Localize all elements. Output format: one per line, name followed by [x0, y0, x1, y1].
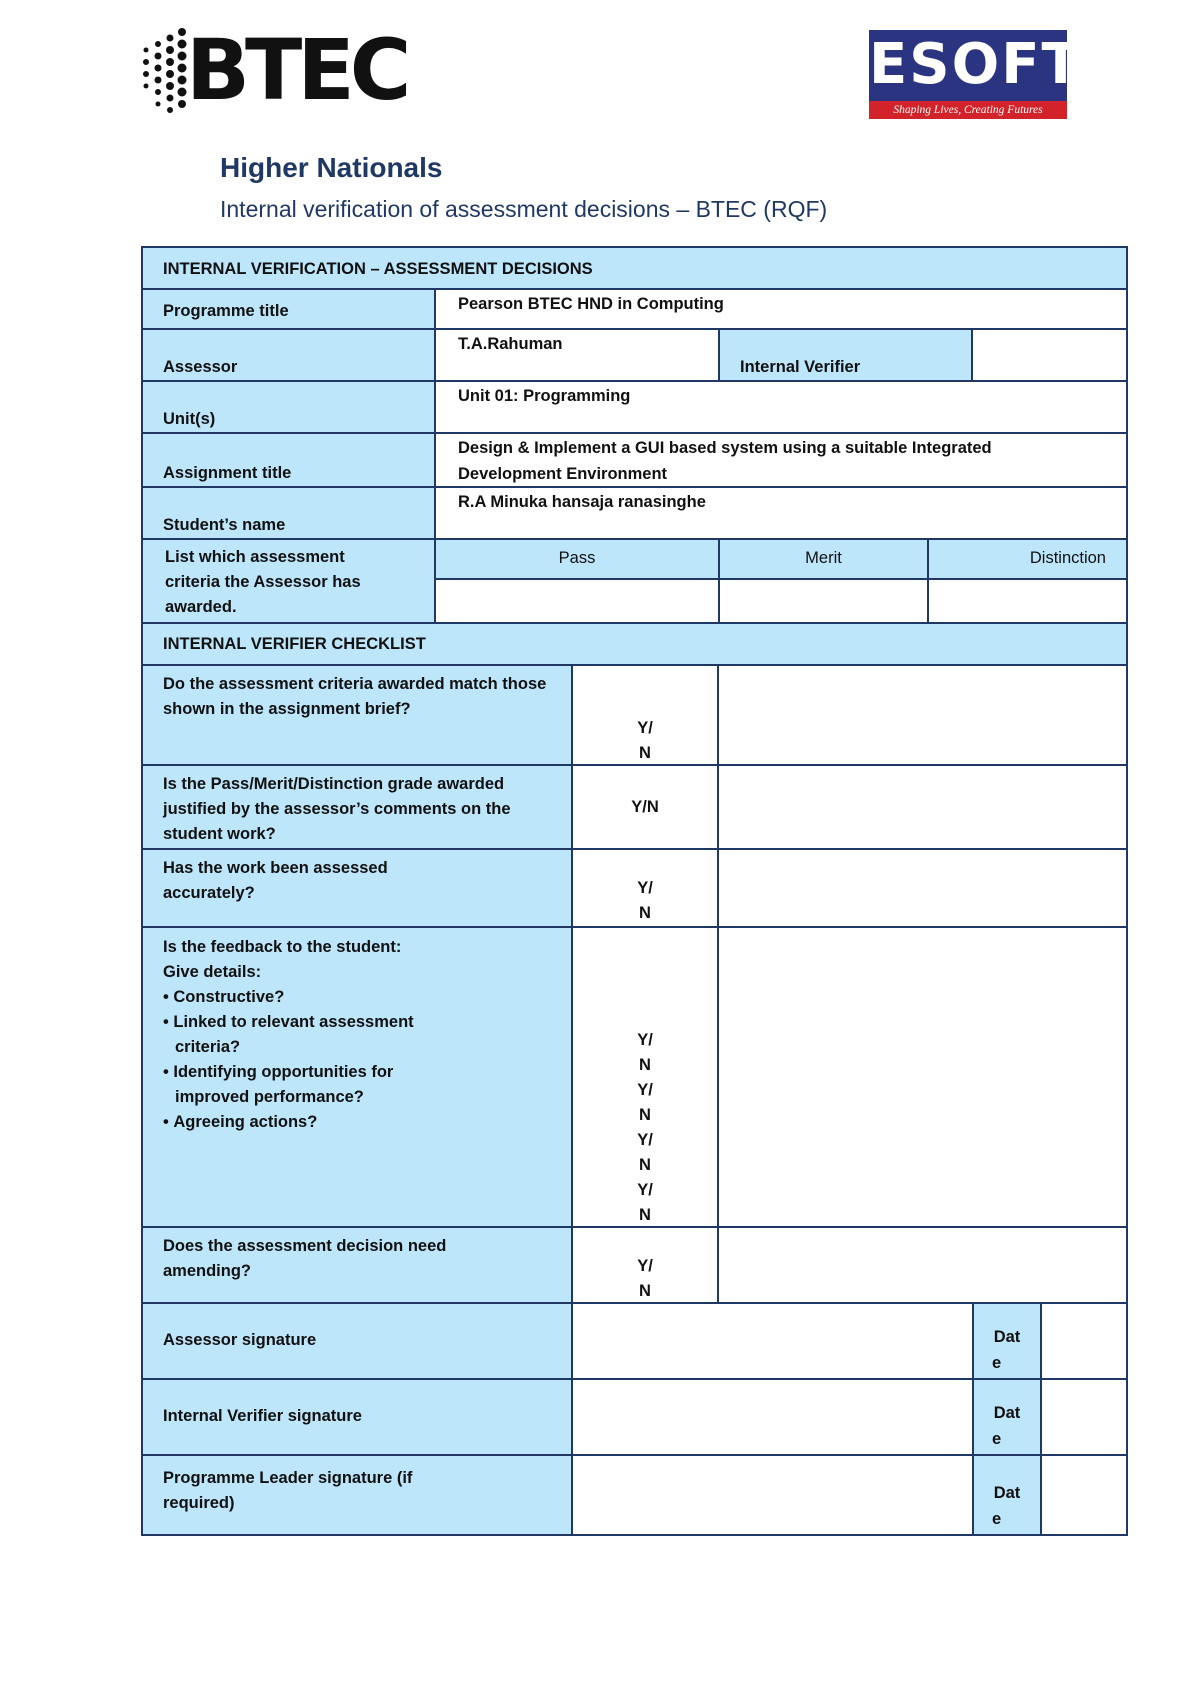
- checklist-comment-1[interactable]: [717, 664, 1128, 766]
- yn-text: Y/: [637, 879, 653, 897]
- checklist-question-4: [141, 926, 573, 1228]
- criteria-label: List which assessment criteria the Assessor has awarded.: [141, 538, 436, 624]
- yn-text: Y/: [637, 1031, 653, 1049]
- pass-header: Pass: [434, 538, 720, 580]
- yn-text: N: [639, 1106, 651, 1124]
- checklist-answer-3[interactable]: [571, 848, 719, 928]
- yn-text: N: [639, 904, 651, 922]
- programme-leader-date-field[interactable]: [1040, 1454, 1128, 1536]
- yn-text: N: [639, 1206, 651, 1224]
- student-name-label: Student’s name: [141, 486, 436, 540]
- feedback-line-1: Is the feedback to the student:: [163, 938, 402, 956]
- internal-verifier-signature-label: Internal Verifier signature: [141, 1378, 573, 1456]
- internal-verifier-date-label: [972, 1378, 1042, 1456]
- list-item: • Agreeing actions?: [175, 1110, 451, 1135]
- programme-title-label: Programme title: [141, 288, 436, 330]
- checklist-comment-3[interactable]: [717, 848, 1128, 928]
- internal-verifier-date-field[interactable]: [1040, 1378, 1128, 1456]
- yn-text: Y/: [637, 719, 653, 737]
- programme-leader-signature-field[interactable]: [571, 1454, 974, 1536]
- checklist-section-title: [141, 622, 1128, 666]
- yn-text: Y/: [637, 1131, 653, 1149]
- checklist-title-text: INTERNAL VERIFIER CHECKLIST: [163, 635, 426, 653]
- assessor-signature-label: Assessor signature: [141, 1302, 573, 1380]
- esoft-logo-text: ESOFT: [869, 32, 1082, 97]
- esoft-tagline: Shaping Lives, Creating Futures: [869, 101, 1067, 119]
- checklist-answer-5[interactable]: [571, 1226, 719, 1304]
- merit-header: Merit: [718, 538, 929, 580]
- merit-criteria-input[interactable]: [718, 578, 929, 624]
- btec-logo: [140, 21, 407, 120]
- yn-text: Y/N: [631, 798, 659, 816]
- feedback-line-2: Give details:: [163, 963, 262, 981]
- yn-text: N: [639, 1156, 651, 1174]
- checklist-question-1: Do the assessment criteria awarded match those shown in the assignment brief?: [141, 664, 573, 766]
- assessor-signature-field[interactable]: [571, 1302, 974, 1380]
- assessor-date-label: [972, 1302, 1042, 1380]
- date-label-part: Dat: [993, 1484, 1021, 1502]
- programme-title-value[interactable]: Pearson BTEC HND in Computing: [434, 288, 1128, 330]
- checklist-answer-1[interactable]: [571, 664, 719, 766]
- assessor-value[interactable]: T.A.Rahuman: [434, 328, 720, 382]
- decisions-section-title: INTERNAL VERIFICATION – ASSESSMENT DECISIONS: [141, 246, 1128, 290]
- distinction-criteria-input[interactable]: [927, 578, 1128, 624]
- assignment-title-label: Assignment title: [141, 432, 436, 488]
- checklist-question-5: Does the assessment decision need amending?: [141, 1226, 573, 1304]
- yn-text: Y/: [637, 1081, 653, 1099]
- date-label-part: e: [992, 1510, 1002, 1528]
- yn-text: Y/: [637, 1181, 653, 1199]
- list-item: • Identifying opportunities for improved performance?: [175, 1060, 451, 1110]
- assessor-label: Assessor: [141, 328, 436, 382]
- esoft-logo: [869, 30, 1082, 119]
- checklist-comment-4[interactable]: [717, 926, 1128, 1228]
- internal-verifier-label: Internal Verifier: [718, 328, 973, 382]
- page-subtitle: Internal verification of assessment decisions – BTEC (RQF): [220, 196, 828, 222]
- internal-verifier-value[interactable]: [971, 328, 1128, 382]
- list-item: • Linked to relevant assessment criteria?: [175, 1010, 451, 1060]
- programme-leader-date-label: [972, 1454, 1042, 1536]
- checklist-question-3: Has the work been assessed accurately?: [141, 848, 573, 928]
- student-name-value[interactable]: R.A Minuka hansaja ranasinghe: [434, 486, 1128, 540]
- distinction-header: Distinction: [927, 538, 1128, 580]
- list-item: • Constructive?: [175, 985, 451, 1010]
- yn-text: N: [639, 744, 651, 762]
- units-value[interactable]: Unit 01: Programming: [434, 380, 1128, 434]
- btec-dots-icon: [140, 24, 190, 120]
- checklist-answer-2[interactable]: [571, 764, 719, 850]
- feedback-criteria-list: [163, 985, 451, 1135]
- assessor-date-field[interactable]: [1040, 1302, 1128, 1380]
- units-label: Unit(s): [141, 380, 436, 434]
- date-label-part: e: [992, 1430, 1002, 1448]
- date-label-part: Dat: [993, 1404, 1021, 1422]
- yn-text: Y/: [637, 1257, 653, 1275]
- yn-text: N: [639, 1282, 651, 1300]
- checklist-answer-4[interactable]: [571, 926, 719, 1228]
- internal-verifier-signature-field[interactable]: [571, 1378, 974, 1456]
- assignment-title-value[interactable]: Design & Implement a GUI based system using a suitable Integrated Development Environment: [434, 432, 1128, 488]
- page-title: Higher Nationals: [220, 152, 443, 183]
- date-label-part: e: [992, 1354, 1002, 1372]
- programme-leader-signature-label: Programme Leader signature (if required): [141, 1454, 573, 1536]
- date-label-part: Dat: [993, 1328, 1021, 1346]
- pass-criteria-input[interactable]: [434, 578, 720, 624]
- checklist-comment-2[interactable]: [717, 764, 1128, 850]
- checklist-comment-5[interactable]: [717, 1226, 1128, 1304]
- yn-text: N: [639, 1056, 651, 1074]
- checklist-question-2: Is the Pass/Merit/Distinction grade awarded justified by the assessor’s comments on the student work?: [141, 764, 573, 850]
- btec-logo-text: BTEC: [186, 21, 407, 119]
